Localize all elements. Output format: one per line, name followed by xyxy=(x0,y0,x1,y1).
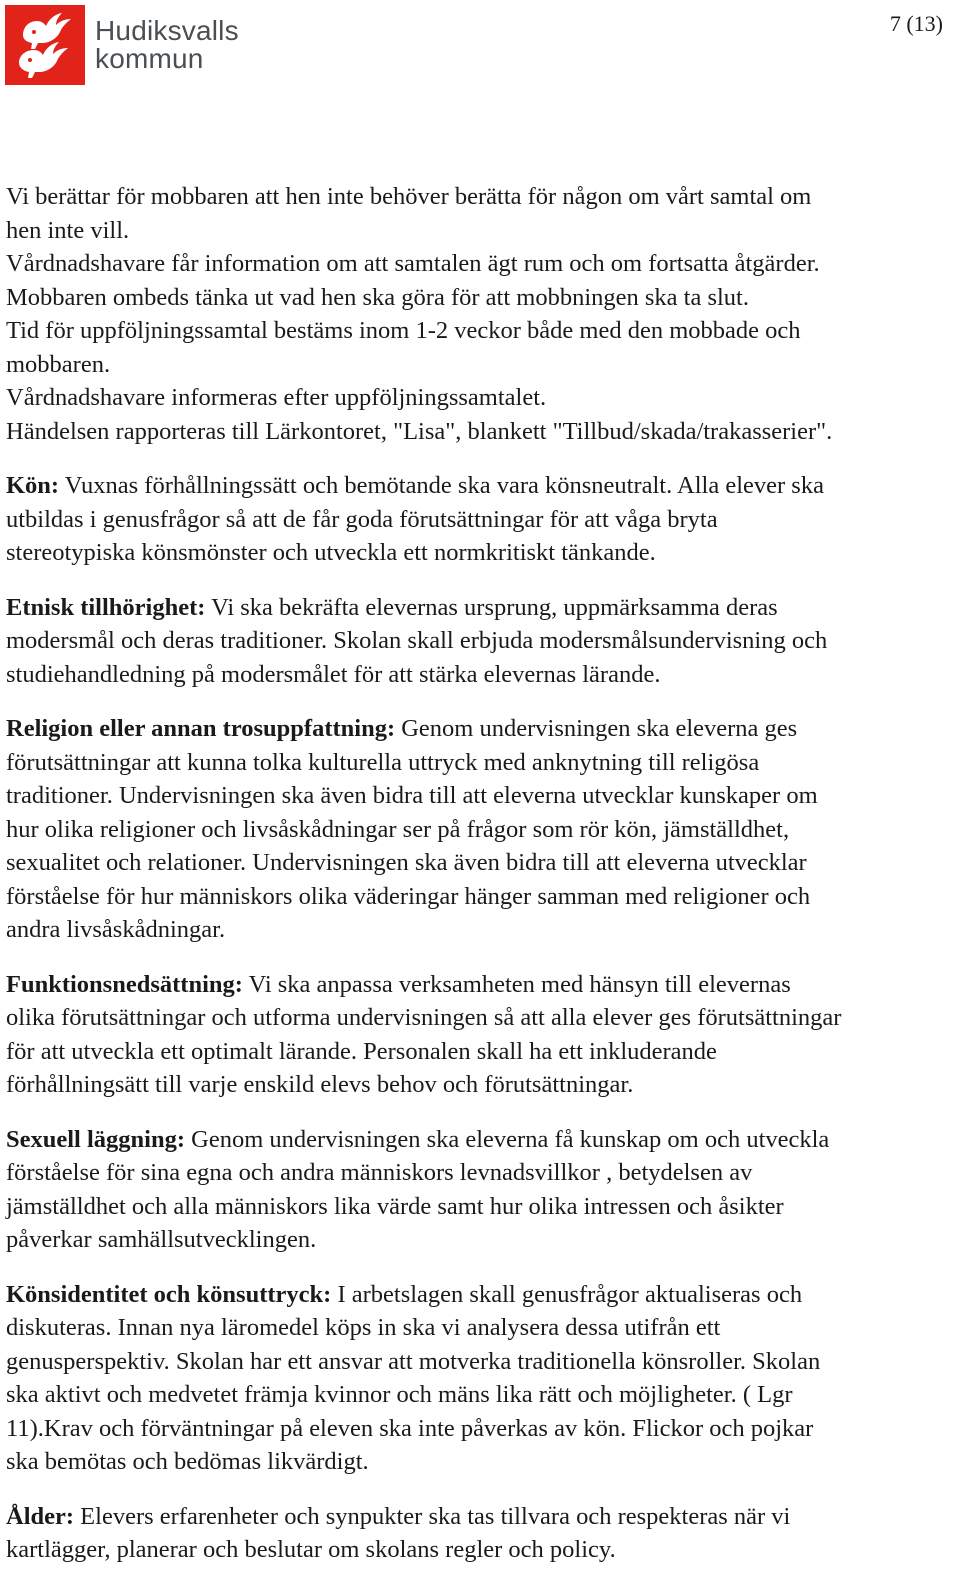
section-line: påverkar samhällsutvecklingen. xyxy=(6,1226,317,1253)
section-label: Ålder: xyxy=(6,1502,75,1530)
section-text: Vuxnas förhållningssätt och bemötande ska vara könsneutralt. Alla elever ska xyxy=(59,472,824,499)
section-line: förhållningsätt till varje enskild elevs behov och förutsättningar. xyxy=(6,1071,634,1098)
intro-line: mobbaren. xyxy=(6,350,111,378)
section-label: Sexuell läggning: xyxy=(6,1125,186,1153)
section-line: förutsättningar att kunna tolka kulturella uttryck med anknytning till religösa xyxy=(6,748,760,776)
section-line: kartlägger, planerar och beslutar om skolans regler och policy. xyxy=(6,1536,616,1563)
intro-paragraph xyxy=(6,180,951,448)
section-line: olika förutsättningar och utforma undervisningen så att alla elever ges förutsättningar xyxy=(6,1004,842,1031)
goat-emblem-icon xyxy=(5,5,85,85)
section-kon xyxy=(6,469,951,570)
section-label: Etnisk tillhörighet: xyxy=(6,593,206,621)
section-funktionsnedsattning xyxy=(6,968,951,1102)
section-line: sexualitet och relationer. Undervisningen ska även bidra till att eleverna utvecklar xyxy=(6,849,807,876)
section-konsidentitet xyxy=(6,1278,951,1479)
intro-line: Tid för uppföljningssamtal bestäms inom 1-2 veckor både med den mobbade och xyxy=(6,317,801,344)
section-line: utbildas i genusfrågor så att de får goda förutsättningar för att våga bryta xyxy=(6,505,718,533)
section-text: Genom undervisningen ska eleverna få kunskap om och utveckla xyxy=(185,1125,830,1153)
section-religion xyxy=(6,712,951,947)
section-text: I arbetslagen skall genusfrågor aktualiseras och xyxy=(331,1280,803,1308)
section-line: stereotypiska könsmönster och utveckla ett normkritiskt tänkande. xyxy=(6,539,656,566)
section-line: hur olika religioner och livsåskådningar ser på frågor som rör kön, jämställdhet, xyxy=(6,815,790,843)
hudiksvalls-kommun-logo xyxy=(5,5,239,85)
intro-line: Vi berättar för mobbaren att hen inte behöver berätta för någon om vårt samtal om xyxy=(6,183,812,210)
section-label: Könsidentitet och könsuttryck: xyxy=(6,1280,332,1308)
logo-wordmark xyxy=(95,17,239,73)
section-line: modersmål och deras traditioner. Skolan skall erbjuda modersmålsundervisning och xyxy=(6,627,828,654)
section-text: Elevers erfarenheter och synpukter ska tas tillvara och respekteras när vi xyxy=(74,1502,791,1530)
section-line: ska aktivt och medvetet främja kvinnor och mäns lika rätt och möjligheter. ( Lgr xyxy=(6,1381,793,1408)
document-body xyxy=(6,180,951,1567)
section-line: diskuteras. Innan nya läromedel köps in ska vi analysera dessa utifrån ett xyxy=(6,1314,721,1341)
section-label: Kön: xyxy=(6,472,60,499)
section-line: genusperspektiv. Skolan har ett ansvar att motverka traditionella könsroller. Skolan xyxy=(6,1347,821,1375)
page-number: 7 (13) xyxy=(889,11,943,36)
section-sexuell-laggning xyxy=(6,1123,951,1257)
section-line: andra livsåskådningar. xyxy=(6,916,226,943)
section-line: förståelse för hur människors olika väderingar hänger samman med religioner och xyxy=(6,882,811,910)
section-text: Genom undervisningen ska eleverna ges xyxy=(395,715,798,742)
section-line: studiehandledning på modersmålet för att stärka elevernas lärande. xyxy=(6,660,661,688)
page-header xyxy=(0,0,960,100)
section-text: Vi ska anpassa verksamheten med hänsyn till elevernas xyxy=(242,970,791,998)
section-label: Religion eller annan trosuppfattning: xyxy=(6,715,396,742)
intro-line: Vårdnadshavare informeras efter uppföljningssamtalet. xyxy=(6,384,547,411)
intro-line: hen inte vill. xyxy=(6,216,130,244)
section-alder xyxy=(6,1500,951,1567)
section-line: för att utveckla ett optimalt lärande. Personalen skall ha ett inkluderande xyxy=(6,1037,717,1065)
section-line: ska bemötas och bedömas likvärdigt. xyxy=(6,1448,369,1475)
section-label: Funktionsnedsättning: xyxy=(6,970,243,998)
logo-line-1: Hudiksvalls xyxy=(95,15,239,46)
section-line: jämställdhet och alla människors lika värde samt hur olika intressen och åsikter xyxy=(6,1192,784,1220)
section-line: traditioner. Undervisningen ska även bidra till att eleverna utvecklar kunskaper om xyxy=(6,782,818,809)
section-line: förståelse för sina egna och andra människors levnadsvillkor , betydelsen av xyxy=(6,1159,753,1186)
section-line: 11).Krav och förväntningar på eleven ska inte påverkas av kön. Flickor och pojkar xyxy=(6,1414,814,1442)
section-etnisk-tillhorighet xyxy=(6,591,951,692)
intro-line: Mobbaren ombeds tänka ut vad hen ska göra för att mobbningen ska ta slut. xyxy=(6,283,749,311)
intro-line: Vårdnadshavare får information om att samtalen ägt rum och om fortsatta åtgärder. xyxy=(6,250,820,277)
section-text: Vi ska bekräfta elevernas ursprung, uppmärksamma deras xyxy=(205,593,778,621)
intro-line: Händelsen rapporteras till Lärkontoret, "Lisa", blankett "Tillbud/skada/trakasserier". xyxy=(6,417,833,445)
logo-line-2: kommun xyxy=(95,43,204,74)
